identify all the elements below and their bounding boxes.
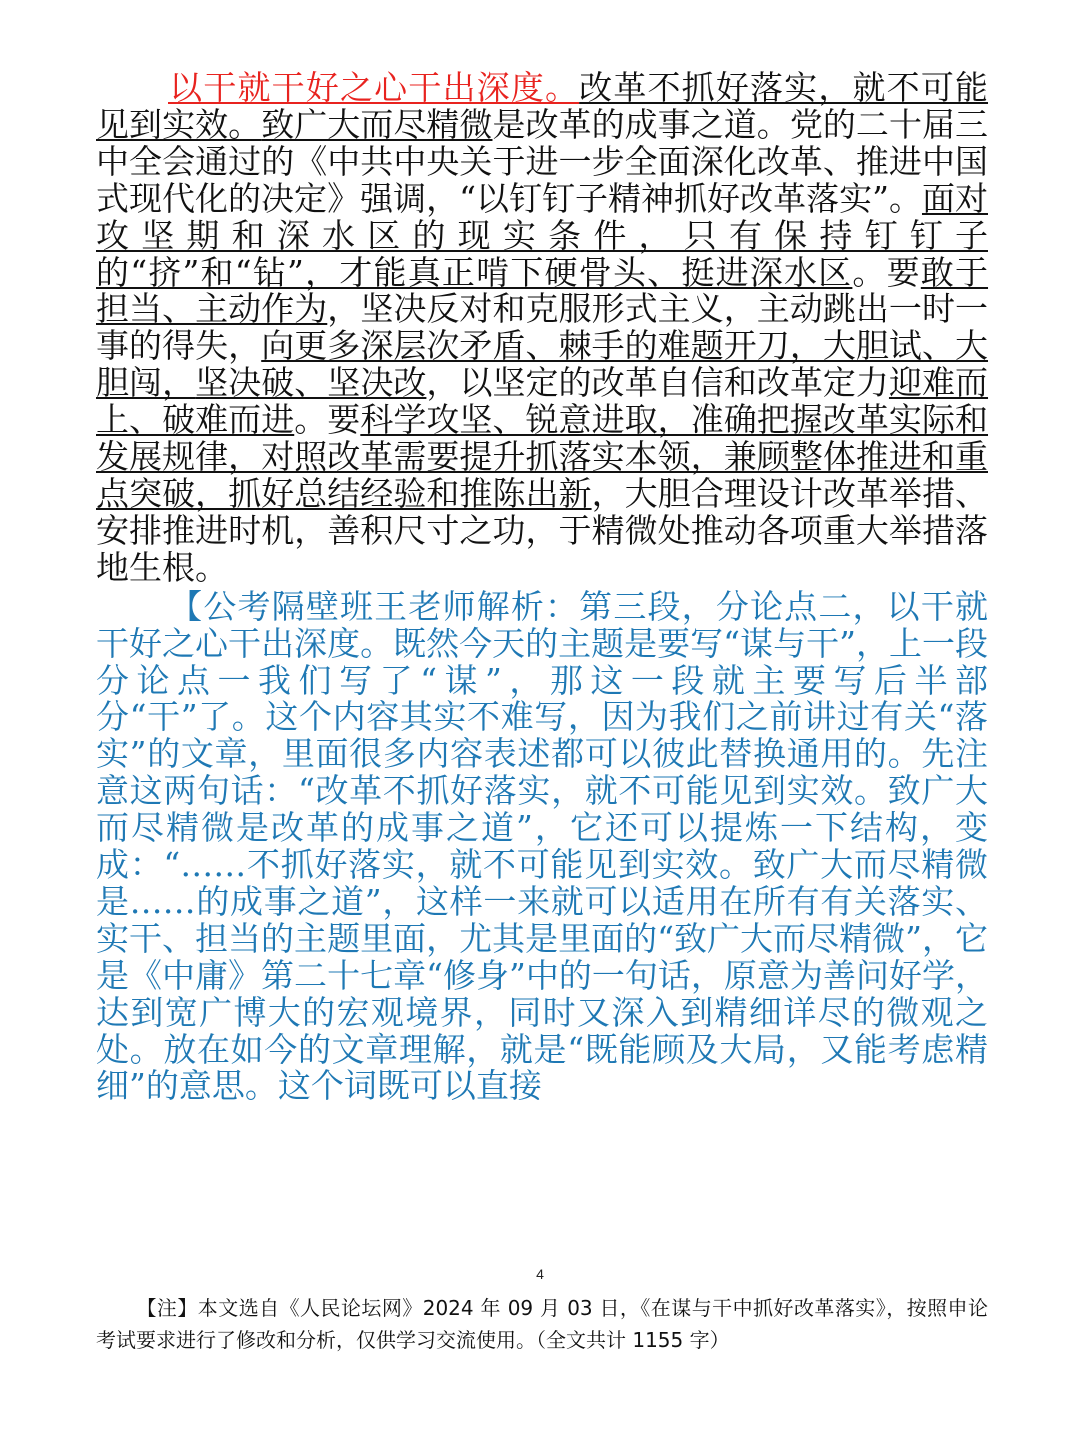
underlined-phrase: 致广大而尽精微 [261, 104, 493, 144]
underlined-phrase: 敢于担当、主动作为 [96, 252, 989, 329]
main-text [96, 70, 988, 1105]
underlined-sentence: 改革不抓好落实，就不可能见到实效。 [96, 68, 989, 144]
plain-text: 党的二十届三中全会通过的《中共中央关于进一步全面深化改革、推进中国式现代化的决定》强调，“以钉钉子精神抓好改革落实”。 [96, 104, 989, 218]
analysis-text: 【公考隔壁班王老师解析：第三段，分论点二，以干就干好之心干出深度。既然今天的主题是要写“谋与干”，上一段分论点一我们写了“谋”，那这一段就主要写后半部分“干”了。这个内容其实不难写，因为我们之前讲过有关“落实”的文章，里面很多内容表述都可以彼此替换通用的。先注意这两句话：“改革不抓好落实，就不可能见到实效。致广大而尽精微是改革的成事之道”，它还可以提炼一下结构，变成：“……不抓好落实，就不可能见到实效。致广大而尽精微是……的成事之道”，这样一来就可以适用在所有有关落实、实干、担当的主题里面，尤其是里面的“致广大而尽精微”，它是《中庸》第二十七章“修身”中的一句话，原意为善问好学，达到宽广博大的宏观境界，同时又深入到精细详尽的微观之处。放在如今的文章理解，就是“既能顾及大局，又能考虑精细”的意思。这个词既可以直接 [96, 586, 988, 1106]
plain-text: 。要 [294, 400, 361, 440]
plain-text: ，坚决反对和克服形式主义，主动跳出一时一事的得失， [96, 289, 989, 366]
plain-text: ，以坚定的改革自信和改革定力 [426, 363, 889, 403]
underlined-phrase: 坚决破、坚决改 [195, 363, 427, 403]
paragraph-analysis [96, 586, 988, 1106]
paragraph-main [96, 70, 988, 587]
underlined-sentence: 科学攻坚、锐意进取，准确把握改革实际和发展规律，对照改革需要提升抓落实本领，兼顾整体推进和重点突破，抓好总结经验和推陈出新 [96, 400, 989, 513]
section-heading: 以干就干好之心干出深度。 [168, 68, 580, 107]
plain-text: 。要 [852, 252, 921, 292]
plain-text: 是改革的成事之道。 [492, 104, 790, 144]
plain-text: ，大胆合理设计改革举措、安排推进时机，善积尺寸之功，于精微处推动各项重大举措落地生根。 [96, 473, 989, 587]
underlined-phrase: 迎难而上、破难而进 [96, 363, 989, 440]
footnote-text: 【注】本文选自《人民论坛网》2024 年 09 月 03 日，《在谋与干中抓好改革落实》，按照申论考试要求进行了修改和分析，仅供学习交流使用。（全文共计 1155 字） [96, 1296, 988, 1352]
underlined-sentence: 向更多深层次矛盾、棘手的难题开刀，大胆试、大胆闯， [96, 326, 989, 403]
footnote [96, 1292, 988, 1356]
underlined-sentence: 面对攻坚期和深水区的现实条件，只有保持钉钉子的“挤”和“钻”，才能真正啃下硬骨头、挺进深水区 [96, 178, 988, 292]
page-number: 4 [536, 1266, 544, 1282]
